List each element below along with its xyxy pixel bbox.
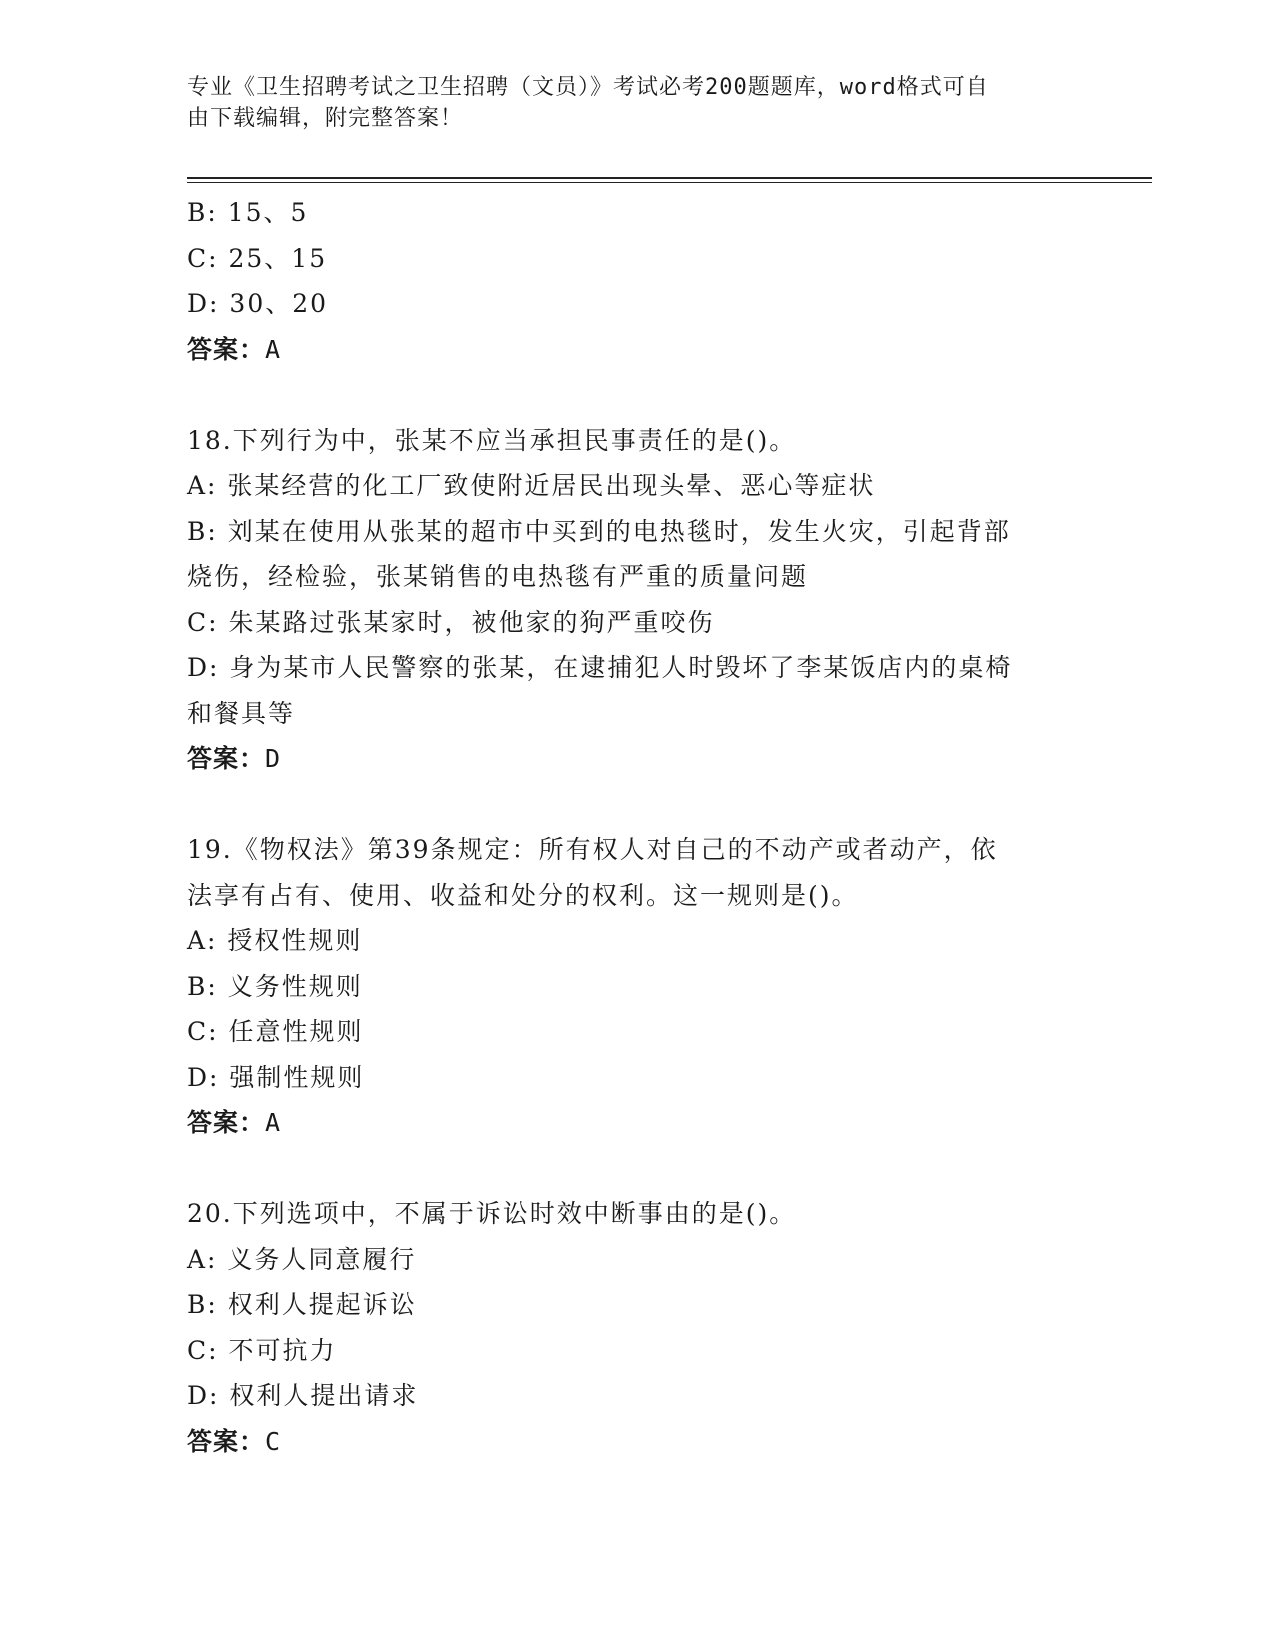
option-line: D: 强制性规则 [187, 1062, 365, 1092]
answer-line [187, 1100, 1087, 1146]
answer-label: 答案： [187, 1108, 266, 1137]
question-stem: 20.下列选项中，不属于诉讼时效中断事由的是()。 [187, 1199, 797, 1228]
question-18 [187, 418, 1087, 782]
option-line: C: 不可抗力 [187, 1335, 337, 1365]
question-stem: 法享有占有、使用、收益和处分的权利。这一规则是()。 [187, 880, 859, 910]
option-line: D: 权利人提出请求 [187, 1381, 419, 1410]
header-divider-thick [187, 177, 1152, 179]
option-line: 烧伤，经检验，张某销售的电热毯有严重的质量问题 [187, 562, 809, 591]
option-line: 和餐具等 [187, 698, 296, 728]
option-line: D: 30、20 [187, 289, 329, 318]
spacer [187, 372, 1087, 418]
answer-label: 答案： [187, 744, 266, 773]
question-20 [187, 1191, 1087, 1464]
answer-label: 答案： [187, 1426, 266, 1456]
option-line: C: 任意性规则 [187, 1017, 364, 1046]
option-line: C: 朱某路过张某家时，被他家的狗严重咬伤 [187, 607, 715, 637]
question-list [187, 190, 1087, 1464]
question-stem: 18.下列行为中，张某不应当承担民事责任的是()。 [187, 425, 797, 455]
option-line: A: 张某经营的化工厂致使附近居民出现头晕、恶心等症状 [187, 471, 876, 500]
answer-value: A [265, 334, 282, 364]
question-17-tail [187, 190, 1087, 372]
spacer [187, 782, 1087, 828]
option-line: A: 授权性规则 [187, 926, 363, 955]
answer-label: 答案： [187, 334, 266, 364]
option-line: B: 权利人提起诉讼 [187, 1290, 417, 1319]
answer-value: A [265, 1108, 282, 1137]
header-divider-thin [187, 182, 1152, 183]
answer-line [187, 1419, 1087, 1465]
option-line: A: 义务人同意履行 [187, 1244, 417, 1274]
option-line: B: 15、5 [187, 198, 309, 227]
option-line: D: 身为某市人民警察的张某，在逮捕犯人时毁坏了李某饭店内的桌椅 [187, 653, 1013, 682]
question-stem: 19.《物权法》第39条规定：所有权人对自己的不动产或者动产，依 [187, 835, 998, 864]
spacer [187, 1146, 1087, 1192]
question-19 [187, 827, 1087, 1146]
answer-line [187, 736, 1087, 782]
answer-value: C [265, 1426, 282, 1456]
header-line-1: 专业《卫生招聘考试之卫生招聘（文员）》考试必考200题题库，word格式可自 [187, 75, 989, 100]
document-header [187, 72, 1067, 134]
answer-value: D [265, 744, 282, 773]
option-line: C: 25、15 [187, 243, 328, 273]
option-line: B: 义务性规则 [187, 971, 363, 1001]
answer-line [187, 327, 1087, 373]
header-line-2: 由下载编辑，附完整答案！ [187, 106, 464, 131]
option-line: B: 刘某在使用从张某的超市中买到的电热毯时，发生火灾，引起背部 [187, 516, 1011, 546]
